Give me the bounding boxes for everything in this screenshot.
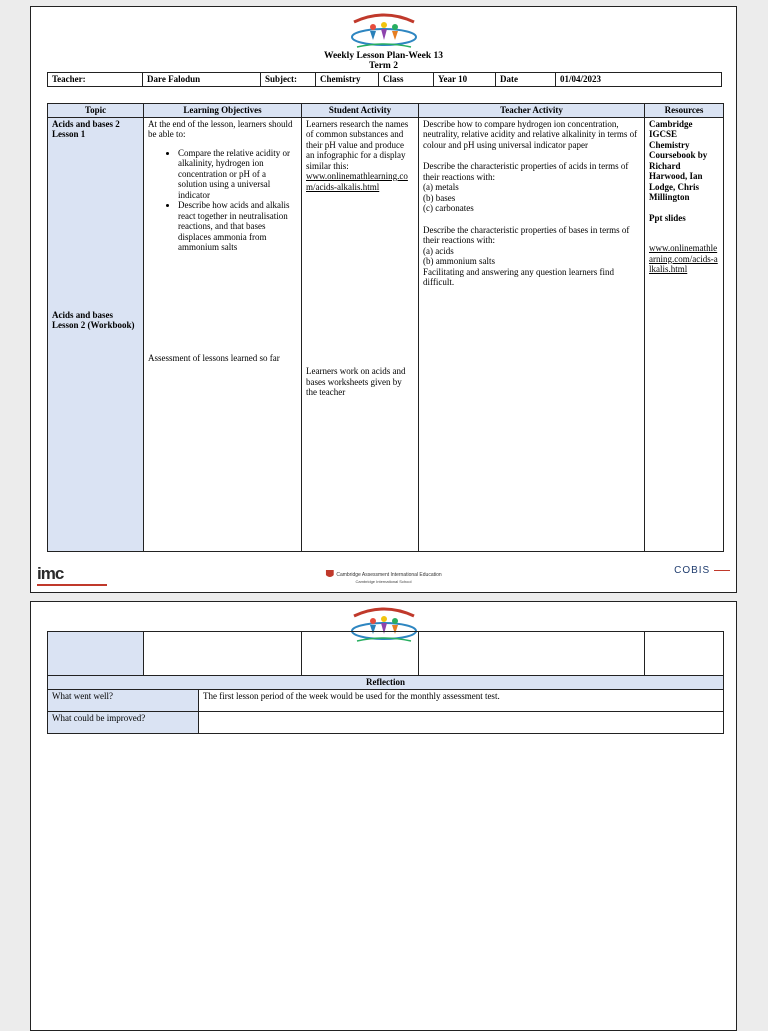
student-activity-link[interactable]: www.onlinemathlearning.com/acids-alkalis.html	[306, 171, 408, 192]
cobis-logo: COBIS	[674, 565, 730, 576]
went-well-label: What went well?	[48, 689, 199, 711]
topic-cell	[48, 117, 144, 552]
teacher-name: Dare Falodun	[143, 73, 261, 87]
resources-cell	[645, 117, 724, 552]
cambridge-logo: Cambridge Assessment International Education Cambridge International School	[325, 570, 441, 584]
improve-label: What could be improved?	[48, 711, 199, 733]
student-cell-empty	[302, 632, 419, 676]
objectives-cell	[144, 117, 302, 552]
objectives-intro: At the end of the lesson, learners should be able to:	[148, 118, 293, 139]
lesson-table	[47, 103, 724, 552]
lesson-plan-page-2	[30, 601, 737, 1031]
teacher-activity-cell	[419, 117, 645, 552]
teacher-p2-item: (c) carbonates	[423, 203, 474, 213]
topic-lesson-2: Acids and bases Lesson 2 (Workbook)	[52, 309, 135, 330]
teacher-activity-p1: Describe how to compare hydrogen ion concentration, neutrality, relative acidity and relative alkalinity in terms of colour and pH using universal indicator paper	[423, 118, 638, 150]
class-value: Year 10	[434, 73, 496, 87]
objectives-list	[148, 148, 297, 253]
reflection-title: Reflection	[48, 676, 724, 690]
objectives-header: Learning Objectives	[144, 104, 302, 118]
teacher-p3-item: (a) acids	[423, 245, 454, 256]
objective-item: • Compare the relative acidity or alkalinity, hydrogen ion concentration or pH of a solution using a universal indicator	[178, 148, 297, 201]
objectives-assessment: Assessment of lessons learned so far	[148, 352, 280, 363]
teacher-p3-item: (b) ammonium salts	[423, 256, 495, 266]
cambridge-shield-icon	[325, 570, 333, 579]
teacher-activity-p4: Facilitating and answering any question learners find difficult.	[423, 266, 614, 287]
resources-header: Resources	[645, 104, 724, 118]
topic-cell-empty	[48, 632, 144, 676]
improve-value	[199, 711, 724, 733]
teacher-activity-p2: Describe the characteristic properties of acids in terms of their reactions with:	[423, 161, 629, 182]
topic-lesson-1: Acids and bases 2 Lesson 1	[52, 118, 120, 139]
teacher-cell-empty	[419, 632, 645, 676]
went-well-value: The first lesson period of the week would be used for the monthly assessment test.	[199, 689, 724, 711]
resources-ppt: Ppt slides	[649, 212, 686, 223]
objectives-cell-empty	[144, 632, 302, 676]
student-activity-header: Student Activity	[302, 104, 419, 118]
lesson-plan-page-1	[30, 6, 737, 593]
subject-value: Chemistry	[316, 73, 379, 87]
teacher-activity-p3: Describe the characteristic properties of bases in terms of their reactions with:	[423, 224, 630, 245]
lesson-plan-title: Weekly Lesson Plan-Week 13	[323, 51, 444, 61]
date-value: 01/04/2023	[556, 73, 722, 87]
teacher-activity-header: Teacher Activity	[419, 104, 645, 118]
continued-lesson-table	[47, 631, 724, 676]
student-activity-text: Learners research the names of common substances and their pH value and produce an infographic for a display similar this:	[306, 118, 409, 171]
date-label: Date	[496, 73, 556, 87]
student-activity-cell	[302, 117, 419, 552]
subject-label: Subject:	[261, 73, 316, 87]
topic-header: Topic	[48, 104, 144, 118]
term-label: Term 2	[369, 61, 398, 71]
school-logo-icon	[339, 10, 429, 50]
info-table	[47, 72, 722, 87]
reflection-table	[47, 675, 724, 734]
resources-link[interactable]: www.onlinemathlearning.com/acids-alkalis.html	[649, 243, 718, 274]
objective-item: • Describe how acids and alkalis react together in neutralisation reactions, and that bases displaces ammonia from ammonium salts	[178, 200, 297, 253]
class-label: Class	[379, 73, 434, 87]
student-activity-2: Learners work on acids and bases worksheets given by the teacher	[306, 366, 406, 397]
imc-logo: imc	[37, 564, 107, 586]
teacher-p2-item: (a) metals	[423, 182, 459, 192]
teacher-label: Teacher:	[48, 73, 143, 87]
resources-cell-empty	[645, 632, 724, 676]
teacher-p2-item: (b) bases	[423, 192, 456, 203]
resources-book: Cambridge IGCSE Chemistry Coursebook by Richard Harwood, Ian Lodge, Chris Millington	[649, 118, 708, 202]
